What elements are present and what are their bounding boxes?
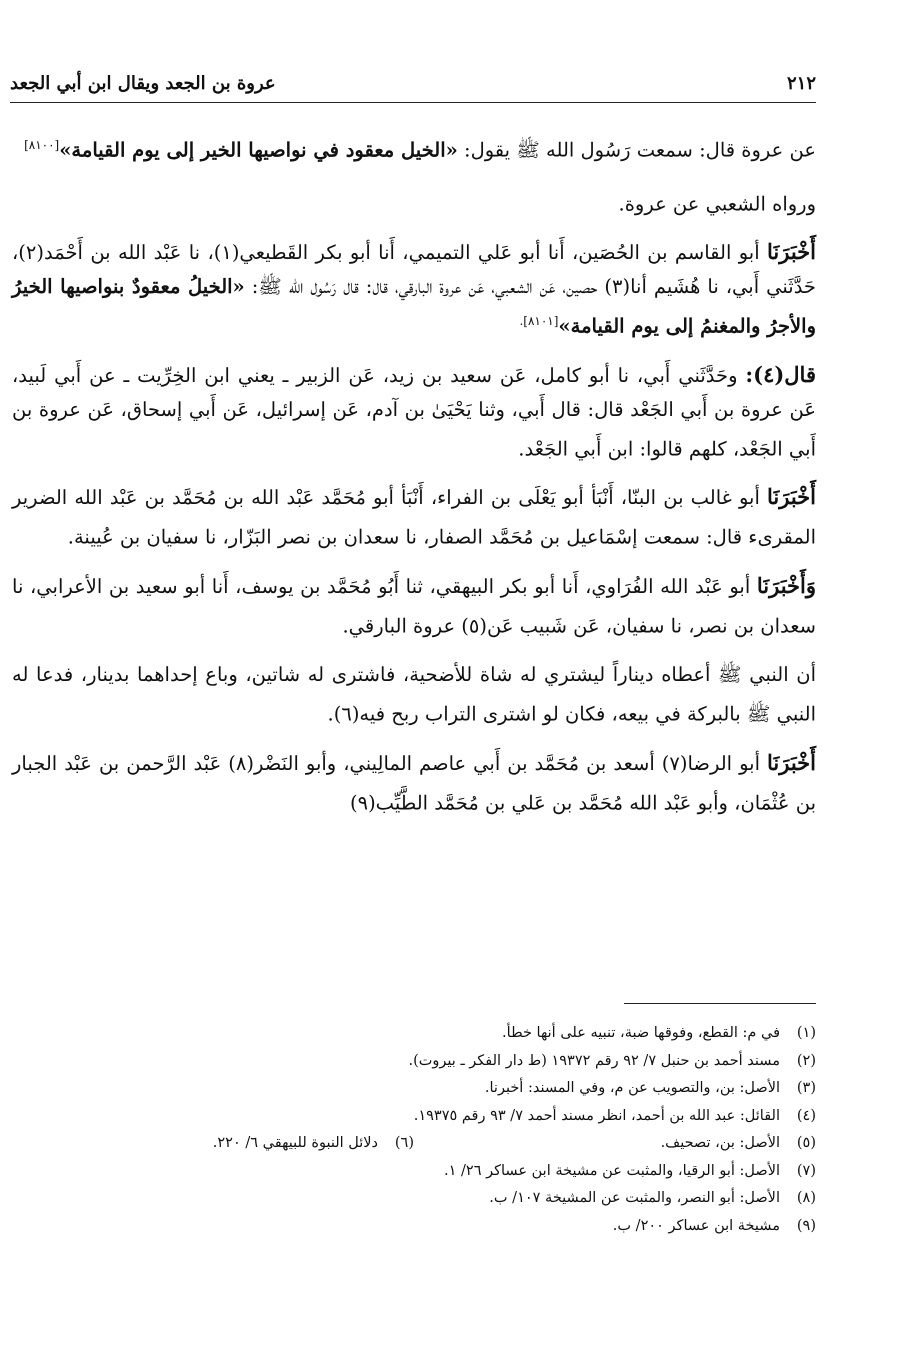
footnote [12,1048,816,1076]
paragraph [12,657,816,732]
footnote-number: (٩) [796,1217,816,1234]
footnote-number: (٢) [796,1052,816,1069]
footnote [12,1185,816,1213]
hadith-number: [٨١٠٠] [24,138,60,152]
footnote [12,1020,816,1048]
footnote [414,1130,816,1158]
footnote [12,1130,414,1158]
footnote-number: (٧) [796,1162,816,1179]
hadith-number: [٨١٠١]. [519,314,559,328]
footnote-text: الأصل: بن، والتصويب عن م، وفي المسند: أخبرنا. [484,1080,780,1096]
footnote-number: (٨) [796,1190,816,1206]
paragraph [12,128,816,168]
footnote-text: القائل: عبد الله بن أحمد، انظر مسند أحمد ٧/ ٩٣ رقم ١٩٣٧٥. [413,1107,780,1124]
paragraph [12,182,816,222]
paragraph [12,746,816,821]
paragraph [12,235,816,344]
paragraph-text: وحَدَّثَني أَبي، نا أبو كامل، عَن سعيد بن زيد، عَن الزبير ـ يعني ابن الخِرِّيت ـ عن أَبي لَبيد، عَن عروة بن أَبي الجَعْد قال: قال أَبي، وثنا يَحْيَىٰ بن آدم، عَن إسرائيل، عَن أَبي إسحاق، عَن عروة بن أَبي الجَعْد، كلهم قالوا: ابن أَبي الجَعْد. [12,363,816,460]
paragraph-lead: أَخْبَرَنَا [767,239,816,264]
paragraph [12,480,816,555]
footnote-text: في م: القطع، وفوقها ضبة، تنبيه على أنها خطأ. [502,1025,780,1041]
hadith-text: «الخيل معقود في نواصيها الخير إلى يوم القيامة» [59,138,458,162]
paragraph-text: أن النبي ﷺ أعطاه ديناراً ليشتري له شاة للأضحية، فاشترى له شاتين، وباع إحداهما بدينار، فدعا له النبي ﷺ بالبركة في بيعه، فكان لو اشترى التراب ربح فيه(٦). [12,663,816,726]
paragraph-lead: قال(٤): [745,361,816,387]
paragraph-lead: أَخْبَرَنَا [767,484,816,509]
footnote-number: (٥) [796,1135,816,1151]
footnote-number: (١) [796,1025,816,1041]
footnote-text: الأصل: أبو الرقيا، والمثبت عن مشيخة ابن عساكر ٢٦/ ١. [444,1162,780,1179]
footnote [12,1158,816,1186]
paragraph-text: أبو الرضا(٧) أسعد بن مُحَمَّد بن أَبي عاصم المالِيني، وأبو النَضْر(٨) عَبْد الرَّحمن بن عَبْد الجبار بن عُثْمَان، وأبو عَبْد الله مُحَمَّد بن عَلي بن مُحَمَّد الطَّيِّب(٩) [12,751,816,814]
footnote-text: مشيخة ابن عساكر ٢٠٠/ ب. [612,1217,780,1234]
footnote-text: دلائل النبوة للبيهقي ٦/ ٢٢٠. [212,1135,378,1151]
paragraph-text: عن عروة قال: سمعت رَسُول الله ﷺ يقول: [457,138,816,162]
footnote-text: الأصل: أبو النصر، والمثبت عن المشيخة ١٠٧/ ب. [489,1190,780,1206]
paragraph-text: أبو عَبْد الله الفُرَاوي، أَنا أبو بكر البيهقي، ثنا أَبُو مُحَمَّد بن يوسف، أَنا أبو سعيد بن الأعرابي، نا سعدان بن نصر، نا سفيان، عَن شَبيب عَن(٥) عروة البارقي. [12,574,816,637]
footnote [12,1213,816,1241]
running-title: عروة بن الجعد ويقال ابن أبي الجعد [10,72,276,94]
paragraph [12,569,816,644]
paragraph-lead: أَخْبَرَنَا [767,749,816,775]
main-text [12,128,816,834]
footnote-text: مسند أحمد بن حنبل ٧/ ٩٢ رقم ١٩٣٧٢ (ط دار الفكر ـ بيروت). [408,1052,780,1069]
footnote-pair [12,1130,816,1158]
running-header [10,66,816,100]
footnote [12,1103,816,1131]
footnotes [12,1020,816,1240]
paragraph [12,358,816,467]
page-number: ٢١٢ [786,72,816,94]
footnote-rule [624,1003,816,1004]
footnote-number: (٣) [796,1080,816,1096]
footnote [12,1075,816,1103]
paragraph-text: ورواه الشعبي عن عروة. [618,192,816,215]
footnote-number: (٦) [394,1135,414,1151]
footnote-text: الأصل: بن، تصحيف. [660,1135,780,1151]
footnote-number: (٤) [796,1107,816,1124]
hadith-text: «الخيلُ معقودٌ بنواصيها الخيرُ والأجرُ والمغنمُ إلى يوم القيامة» [12,275,816,338]
paragraph-text: أبو غالب بن البنّا، أَنْبَأ أبو يَعْلَى بن الفراء، أَنْبَأ أبو مُحَمَّد عَبْد الله بن مُحَمَّد بن عَبْد الله الضرير المقرىء قال: سمعت إسْمَاعيل بن مُحَمَّد الصفار، نا سعدان بن نصر البَزّار، نا سفيان بن عُيينة. [12,486,816,549]
paragraph-text: أبو القاسم بن الحُصَين، أَنا أبو عَلي التميمي، أَنا أبو بكر القَطيعي(١)، نا عَبْد الله بن أَحْمَد(٢)، حَدَّثَني أَبي، نا هُشَيم أنا(٣) حصين، عَن الشعبي، عَن عروة البارقي، قال: قال رَسُول الله ﷺ: [12,241,816,298]
paragraph-lead: وَأَخْبَرَنَا [756,572,816,598]
header-rule [10,102,816,103]
